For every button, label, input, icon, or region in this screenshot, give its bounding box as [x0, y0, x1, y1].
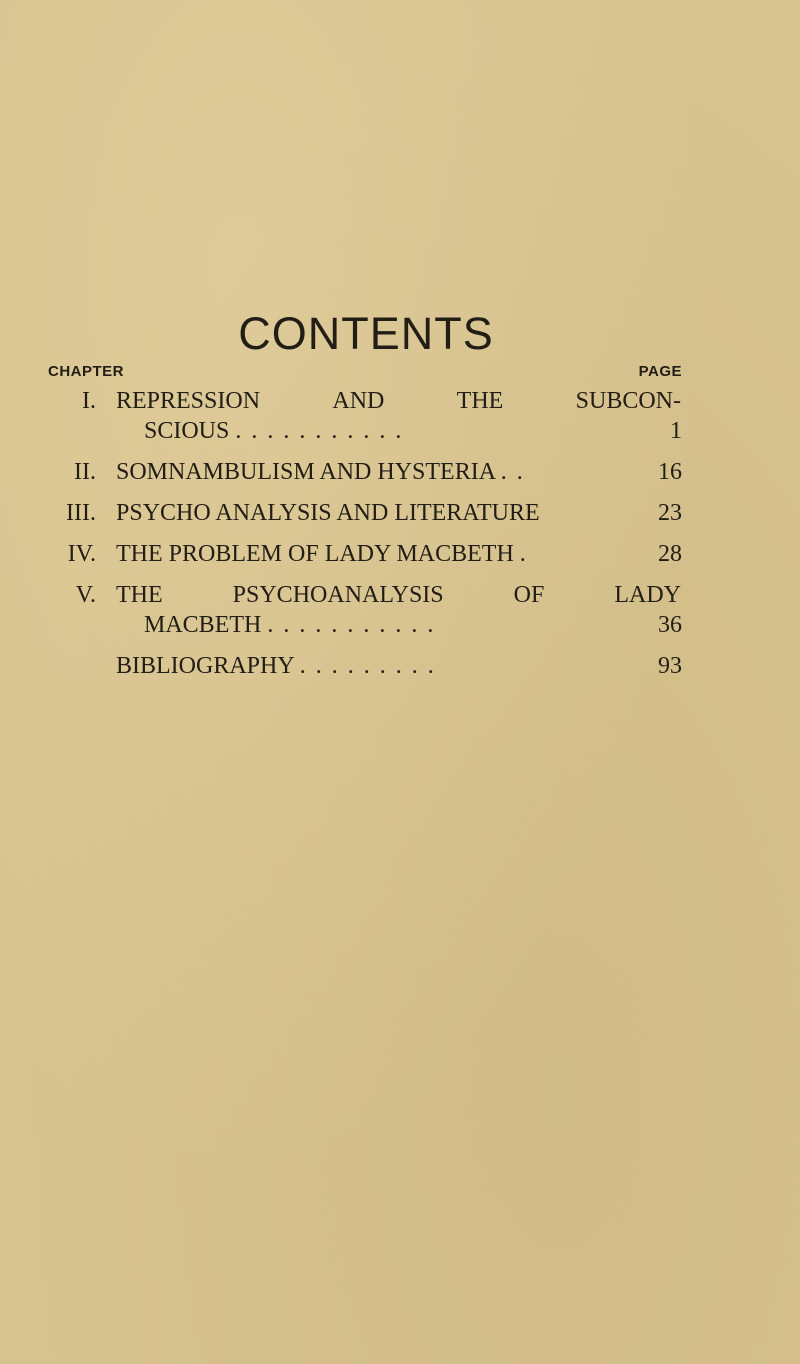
page-number: 16 [658, 459, 682, 485]
contents-entry [0, 457, 800, 487]
title-continuation: MACBETH [144, 612, 262, 638]
chapter-title-continued [144, 610, 435, 640]
entry-line [0, 539, 800, 569]
contents-entry [0, 386, 800, 446]
contents-entry [0, 498, 800, 528]
chapter-number: III. [66, 500, 96, 526]
chapter-title [116, 539, 528, 569]
title-word: LADY [614, 582, 681, 608]
page-number: 93 [658, 653, 682, 679]
page-number: 28 [658, 541, 682, 567]
dot-leader: . . . . . . . . . . . [235, 418, 404, 444]
page-number: 36 [658, 612, 682, 638]
contents-entry [0, 539, 800, 569]
title-word: THE [116, 582, 163, 608]
dot-leader: . . [500, 459, 525, 485]
contents-entry [0, 580, 800, 640]
dot-leader: . . . . . . . . . . . [267, 612, 436, 638]
chapter-column-header: CHAPTER [48, 363, 125, 380]
chapter-number: II. [74, 459, 96, 485]
entry-line [0, 580, 800, 610]
title-word: PSYCHOANALYSIS [232, 582, 444, 608]
page-number: 1 [670, 418, 682, 444]
title-word: REPRESSION [116, 388, 261, 414]
title-word: THE [456, 388, 504, 414]
chapter-title [116, 457, 525, 487]
page-number: 23 [658, 500, 682, 526]
dot-leader: . . . . . . . . . [299, 653, 436, 679]
page-column-header: PAGE [638, 363, 682, 380]
title-word: SUBCON- [575, 388, 681, 414]
entry-line [0, 498, 800, 528]
entry-line [0, 457, 800, 487]
dot-leader: . [519, 541, 528, 567]
title-word: AND [332, 388, 385, 414]
entry-line [0, 416, 800, 446]
page-title: CONTENTS [238, 308, 494, 359]
chapter-title [116, 651, 436, 681]
chapter-number: IV. [67, 541, 96, 567]
chapter-title [116, 498, 540, 528]
title-text: BIBLIOGRAPHY [116, 653, 294, 679]
contents-list [0, 386, 800, 692]
title-text: SOMNAMBULISM AND HYSTERIA [116, 459, 495, 485]
contents-entry [0, 651, 800, 681]
chapter-title [116, 386, 681, 416]
entry-line [0, 386, 800, 416]
title-word: OF [513, 582, 545, 608]
title-text: PSYCHO ANALYSIS AND LITERATURE [116, 500, 540, 526]
chapter-number: V. [75, 582, 96, 608]
title-continuation: SCIOUS [144, 418, 230, 444]
chapter-title [116, 580, 681, 610]
entry-line [0, 610, 800, 640]
chapter-title-continued [144, 416, 403, 446]
chapter-number: I. [82, 388, 96, 414]
entry-line [0, 651, 800, 681]
title-text: THE PROBLEM OF LADY MACBETH [116, 541, 514, 567]
